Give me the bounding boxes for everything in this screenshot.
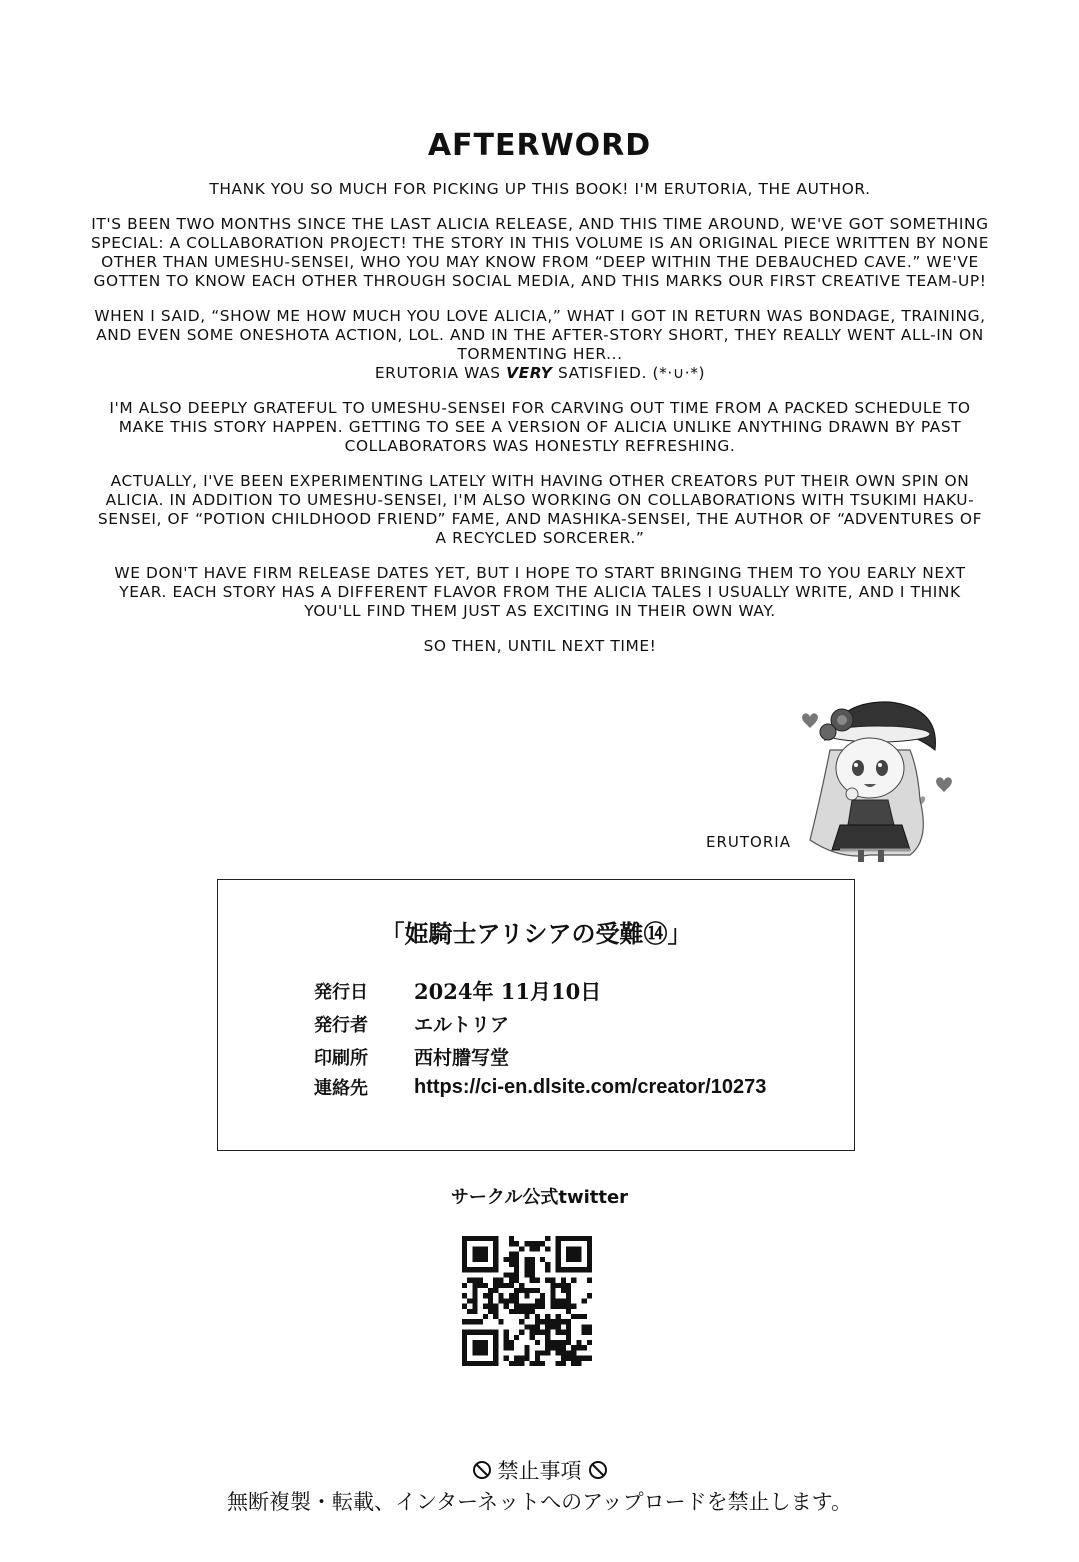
prohibition-text: 無断複製・転載、インターネットへのアップロードを禁止します。 [227, 1490, 852, 1514]
prohibition-heading-text: 禁止事項 [497, 1459, 582, 1483]
colophon-label: 発行者 [314, 1014, 368, 1036]
book-title: 「姫騎士アリシアの受難⑭」 [380, 919, 692, 948]
afterword-paragraph-text: WHEN I SAID, “SHOW ME HOW MUCH YOU LOVE ALICIA,” WHAT I GOT IN RETURN WAS BONDAGE, TRAINING, AND EVEN SOME ONESHOTA ACTION, LOL. AND IN THE AFTER-STORY SHORT, THEY REALLY WENT ALL-IN ON TORMENTING HER... [94, 307, 986, 363]
colophon-row-contact [314, 1074, 766, 1100]
author-signature: ERUTORIA [706, 833, 791, 851]
colophon-label: 印刷所 [314, 1047, 368, 1069]
prohibition-heading [0, 1455, 1079, 1485]
colophon-value: 2024年 11月10日 [414, 979, 602, 1004]
author-chibi-illustration [790, 690, 965, 865]
colophon-row-date [314, 976, 601, 1006]
afterword-paragraph [90, 307, 990, 364]
satisfied-post: SATISFIED. (*·∪·*) [558, 364, 706, 382]
colophon-value: エルトリア [414, 1014, 510, 1036]
satisfied-emphasis: VERY [506, 364, 553, 382]
prohibited-icon [472, 1460, 492, 1480]
afterword-paragraph: I'M ALSO DEEPLY GRATEFUL TO UMESHU-SENSEI FOR CARVING OUT TIME FROM A PACKED SCHEDULE TO MAKE THIS STORY HAPPEN. GETTING TO SEE A VERSION OF ALICIA UNLIKE ANYTHING DRAWN BY PAST COLLABORATORS WAS HONESTLY REFRESHING. [109, 399, 971, 455]
colophon-value: 西村謄写堂 [414, 1047, 510, 1069]
twitter-qr-code[interactable] [462, 1236, 592, 1366]
afterword-paragraph: IT'S BEEN TWO MONTHS SINCE THE LAST ALICIA RELEASE, AND THIS TIME AROUND, WE'VE GOT SOMETHING SPECIAL: A COLLABORATION PROJECT! THE STORY IN THIS VOLUME IS AN ORIGINAL PIECE WRITTEN BY NONE OTHER THAN UMESHU-SENSEI, WHO YOU MAY KNOW FROM “DEEP WITHIN THE DEBAUCHED CAVE.” WE'VE GOTTEN TO KNOW EACH OTHER THROUGH SOCIAL MEDIA, AND THIS MARKS OUR FIRST CREATIVE TEAM-UP! [90, 215, 990, 290]
colophon-box [217, 879, 855, 1151]
afterword-body [90, 180, 990, 672]
satisfied-pre: ERUTORIA WAS [374, 364, 501, 382]
twitter-label: サークル公式twitter [450, 1187, 629, 1208]
colophon-row-printer [314, 1043, 509, 1070]
satisfied-line [90, 364, 990, 383]
afterword-title: AFTERWORD [427, 128, 652, 163]
contact-link[interactable]: https://ci-en.dlsite.com/creator/10273 [414, 1075, 767, 1098]
colophon-label: 発行日 [314, 982, 368, 1003]
prohibited-icon [588, 1460, 608, 1480]
afterword-paragraph: THANK YOU SO MUCH FOR PICKING UP THIS BOOK! I'M ERUTORIA, THE AUTHOR. [209, 180, 871, 198]
colophon-label: 連絡先 [314, 1078, 368, 1099]
afterword-paragraph: SO THEN, UNTIL NEXT TIME! [423, 637, 657, 655]
afterword-paragraph: ACTUALLY, I'VE BEEN EXPERIMENTING LATELY WITH HAVING OTHER CREATORS PUT THEIR OWN SPIN ON ALICIA. IN ADDITION TO UMESHU-SENSEI, I'M ALSO WORKING ON COLLABORATIONS WITH TSUKIMI HAKU-SENSEI, OF “POTION CHILDHOOD FRIEND” FAME, AND MASHIKA-SENSEI, THE AUTHOR OF “ADVENTURES OF A RECYCLED SORCERER.” [97, 472, 983, 547]
afterword-paragraph: WE DON'T HAVE FIRM RELEASE DATES YET, BUT I HOPE TO START BRINGING THEM TO YOU EARLY NEXT YEAR. EACH STORY HAS A DIFFERENT FLAVOR FROM THE ALICIA TALES I USUALLY WRITE, AND I THINK YOU'LL FIND THEM JUST AS EXCITING IN THEIR OWN WAY. [114, 564, 966, 620]
colophon-row-publisher [314, 1010, 509, 1037]
